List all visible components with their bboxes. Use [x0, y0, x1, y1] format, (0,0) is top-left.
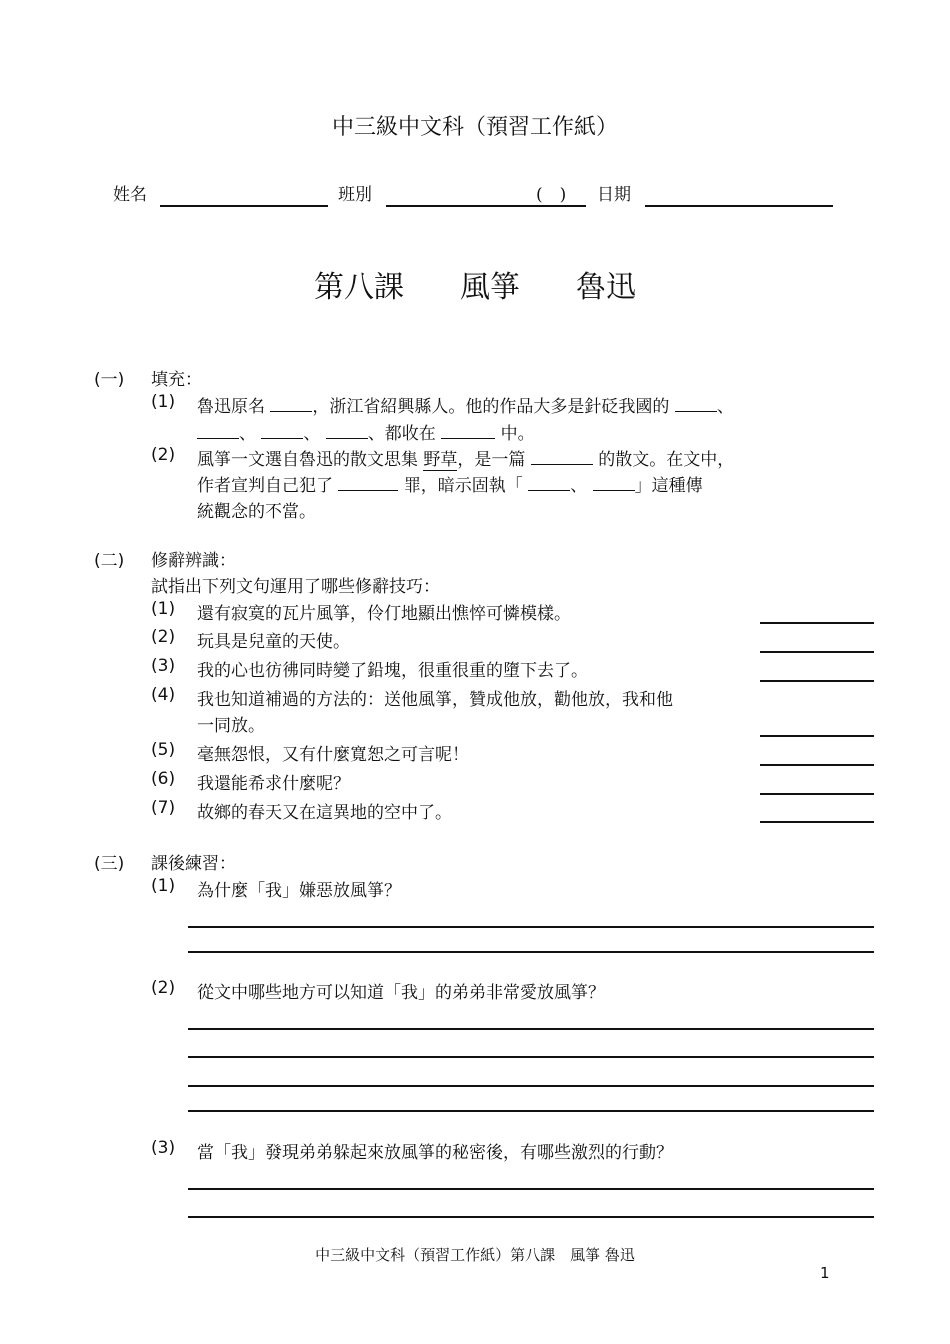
s3-q-text: 當「我」發現弟弟躲起來放風箏的秘密後，有哪些激烈的行動？	[197, 1143, 673, 1163]
answer-line[interactable]	[760, 735, 874, 737]
s2-item-text: 我還能希求什麼呢？	[197, 774, 350, 794]
class-label: 班別	[338, 185, 372, 205]
s2-item-text: 玩具是兒童的天使。	[197, 632, 350, 652]
blank-field[interactable]	[593, 474, 635, 491]
answer-line[interactable]	[760, 651, 874, 653]
s3-q-text: 從文中哪些地方可以知道「我」的弟弟非常愛放風箏？	[197, 983, 605, 1003]
s1-q2-line2: 作者宣判自己犯了 罪，暗示固執「 、 」這種傳	[197, 476, 703, 496]
s1-q1-num: (1)	[151, 392, 176, 412]
s2-item-text: 故鄉的春天又在這異地的空中了。	[197, 803, 452, 823]
date-field[interactable]	[645, 205, 833, 207]
number-label: ( )	[536, 185, 567, 205]
answer-line[interactable]	[188, 1188, 874, 1190]
blank-field[interactable]	[528, 474, 570, 491]
name-label: 姓名	[113, 185, 147, 205]
lesson-header	[0, 262, 950, 306]
s1-q1-line2: 、 、 、都收在 中。	[197, 419, 535, 444]
s2-item-text: 還有寂寞的瓦片風箏，伶仃地顯出憔悴可憐模樣。	[197, 604, 571, 624]
blank-field[interactable]	[338, 474, 398, 491]
answer-line[interactable]	[188, 1216, 874, 1218]
section2-heading: 修辭辨識：	[151, 551, 236, 571]
s3-q-num: (2)	[151, 978, 176, 998]
answer-line[interactable]	[760, 821, 874, 823]
class-field[interactable]	[386, 205, 586, 207]
lesson-title: 風箏	[460, 270, 520, 305]
date-label: 日期	[597, 185, 631, 205]
s2-item-num: (3)	[151, 656, 176, 676]
s3-q-num: (1)	[151, 876, 176, 896]
blank-field[interactable]	[197, 422, 239, 439]
section1-label: (一)	[94, 370, 125, 390]
section1-heading: 填充：	[151, 370, 202, 390]
s2-item-num: (1)	[151, 599, 176, 619]
answer-line[interactable]	[760, 793, 874, 795]
section2-label: (二)	[94, 551, 125, 571]
answer-line[interactable]	[188, 1056, 874, 1058]
s2-item-num: (5)	[151, 740, 176, 760]
answer-line[interactable]	[188, 1028, 874, 1030]
s2-item-text: 我也知道補過的方法的：送他風箏，贊成他放，勸他放，我和他	[197, 690, 673, 710]
s2-item-text-cont: 一同放。	[197, 716, 265, 736]
lesson-author: 魯迅	[576, 270, 636, 305]
answer-line[interactable]	[188, 926, 874, 928]
blank-field[interactable]	[531, 448, 593, 465]
s2-item-num: (4)	[151, 685, 176, 705]
answer-line[interactable]	[188, 951, 874, 953]
s1-q2-num: (2)	[151, 445, 176, 465]
s2-item-num: (2)	[151, 627, 176, 647]
blank-field[interactable]	[675, 395, 717, 412]
s1-q1-line1: 魯迅原名 ，浙江省紹興縣人。他的作品大多是針砭我國的 、	[197, 397, 734, 417]
blank-field[interactable]	[326, 422, 368, 439]
answer-line[interactable]	[760, 622, 874, 624]
section3-label: (三)	[94, 854, 125, 874]
s1-q2-line1: 風箏一文選自魯迅的散文思集 野草，是一篇 的散文。在文中，	[197, 450, 735, 470]
page-title: 中三級中文科（預習工作紙）	[331, 115, 618, 140]
page-footer: 中三級中文科（預習工作紙）第八課 風箏 魯迅	[315, 1246, 635, 1264]
blank-field[interactable]	[270, 395, 312, 412]
section3-heading: 課後練習：	[151, 854, 236, 874]
name-field[interactable]	[160, 205, 328, 207]
answer-line[interactable]	[188, 1085, 874, 1087]
s2-item-num: (7)	[151, 798, 176, 818]
s3-q-num: (3)	[151, 1138, 176, 1158]
page-number: 1	[820, 1264, 830, 1282]
answer-line[interactable]	[760, 680, 874, 682]
blank-field[interactable]	[261, 422, 303, 439]
s2-item-text: 我的心也彷彿同時變了鉛塊，很重很重的墮下去了。	[197, 661, 588, 681]
s1-q2-line3: 統觀念的不當。	[197, 502, 316, 522]
s2-item-text: 毫無怨恨，又有什麼寬恕之可言呢！	[197, 745, 469, 765]
s3-q-text: 為什麼「我」嫌惡放風箏？	[197, 881, 401, 901]
lesson-number: 第八課	[314, 270, 404, 305]
filled-answer: 野草	[423, 450, 458, 470]
section2-intro: 試指出下列文句運用了哪些修辭技巧：	[151, 577, 440, 597]
answer-line[interactable]	[760, 764, 874, 766]
answer-line[interactable]	[188, 1110, 874, 1112]
s2-item-num: (6)	[151, 769, 176, 789]
blank-field[interactable]	[441, 422, 495, 439]
